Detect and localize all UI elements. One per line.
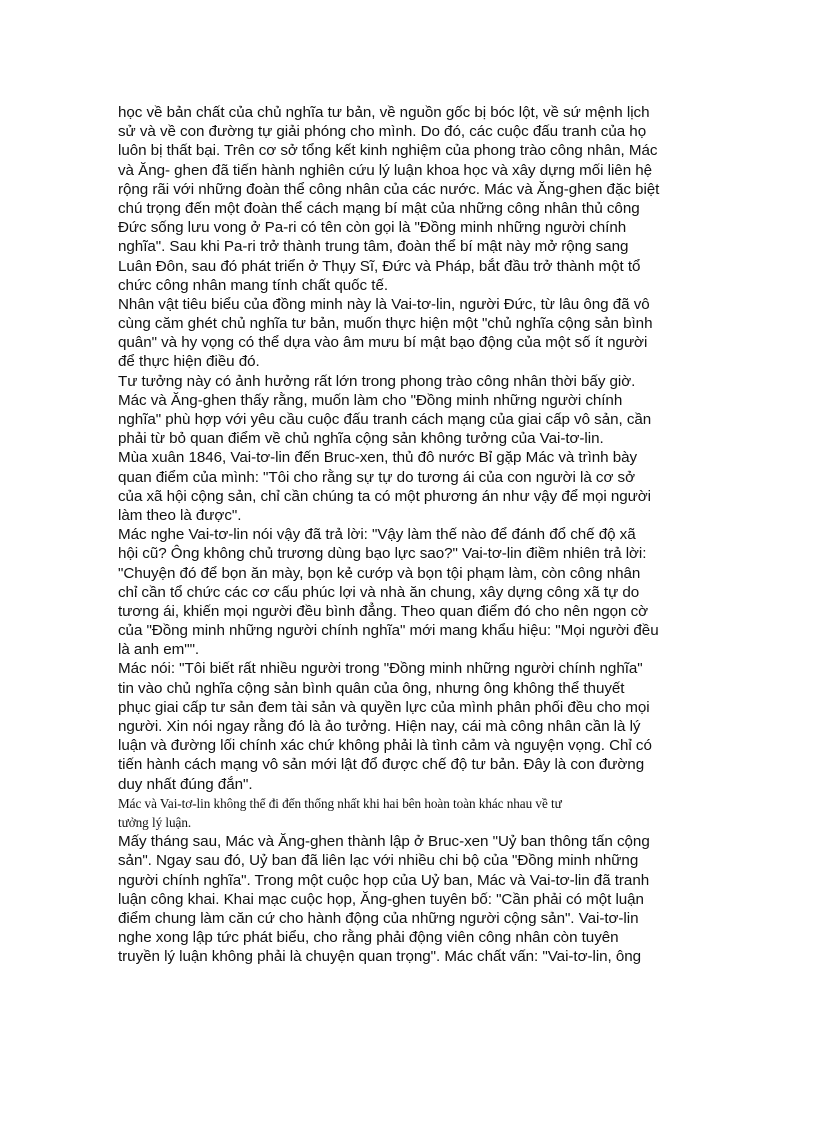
text-line: người chính nghĩa". Trong một cuộc họp của Uỷ ban, Mác và Vai-tơ-lin đã tranh: [118, 871, 650, 889]
body-text: [118, 103, 704, 966]
text-line: duy nhất đúng đắn".: [118, 775, 253, 793]
text-line: Mác nghe Vai-tơ-lin nói vậy đã trả lời: "Vậy làm thế nào để đánh đổ chế độ xã: [118, 526, 636, 544]
text-line: sản". Ngay sau đó, Uỷ ban đã liên lạc với nhiều chi bộ của "Đồng minh những: [118, 852, 639, 870]
text-line-serif: tưởng lý luận.: [118, 814, 192, 830]
text-line: quan điểm của mình: "Tôi cho rằng sự tự do tương ái của con người là cơ sở: [118, 468, 635, 486]
text-line: chú trọng đến một đoàn thể cách mạng bí mật của những công nhân thủ công: [118, 199, 640, 217]
text-line: người. Xin nói ngay rằng đó là ảo tưởng. Hiện nay, cái mà công nhân cần là lý: [118, 718, 641, 735]
text-line: Mùa xuân 1846, Vai-tơ-lin đến Bruc-xen, thủ đô nước Bỉ gặp Mác và trình bày: [118, 449, 638, 467]
text-line: sử và về con đường tự giải phóng cho mình. Do đó, các cuộc đấu tranh của họ: [118, 123, 647, 141]
text-line: tiến hành cách mạng vô sản mới lật đổ được chế độ tư bản. Đây là con đường: [118, 756, 645, 774]
text-line: Nhân vật tiêu biểu của đồng minh này là Vai-tơ-lin, người Đức, từ lâu ông đã vô: [118, 295, 650, 313]
text-line: Luân Đôn, sau đó phát triển ở Thụy Sĩ, Đức và Pháp, bắt đầu trở thành một tổ: [118, 257, 641, 275]
text-line: Mấy tháng sau, Mác và Ăng-ghen thành lập ở Bruc-xen "Uỷ ban thông tấn cộng: [118, 833, 650, 851]
text-line: cùng căm ghét chủ nghĩa tư bản, muốn thực hiện một "chủ nghĩa cộng sản bình: [118, 315, 653, 333]
text-line: chức công nhân mang tính chất quốc tế.: [118, 276, 389, 294]
text-line: để thực hiện điều đó.: [118, 353, 260, 371]
text-line: luận và đường lối chính xác chứ không phải là tình cảm và nguyện vọng. Chỉ có: [118, 737, 652, 755]
text-line-serif: Mác và Vai-tơ-lin không thể đi đến thống nhất khi hai bên hoàn toàn khác nhau về tư: [118, 795, 562, 811]
text-line: quân" và hy vọng có thể dựa vào âm mưu bí mật bạo động của một số ít người: [118, 334, 648, 352]
text-line: tin vào chủ nghĩa cộng sản bình quân của ông, nhưng ông không thể thuyết: [118, 679, 625, 697]
text-line: học về bản chất của chủ nghĩa tư bản, về nguồn gốc bị bóc lột, về sứ mệnh lịch: [118, 104, 650, 121]
text-line: làm theo là được".: [118, 506, 242, 524]
text-line: nghe xong lập tức phát biểu, cho rằng phải động viên công nhân còn tuyên: [118, 929, 619, 947]
text-line: luận công khai. Khai mạc cuộc họp, Ăng-ghen tuyên bố: "Cần phải có một luận: [118, 890, 644, 908]
text-line: nghĩa" phù hợp với yêu cầu cuộc đấu tranh cách mạng của giai cấp vô sản, cần: [118, 411, 652, 428]
text-line: của xã hội cộng sản, chỉ cần chúng ta có một phương án như vậy để mọi người: [118, 487, 651, 505]
text-line: rộng rãi với những đoàn thể công nhân của các nước. Mác và Ăng-ghen đặc biệt: [118, 180, 660, 198]
text-line: hội cũ? Ông không chủ trương dùng bạo lực sao?" Vai-tơ-lin điềm nhiên trả lời:: [118, 545, 647, 563]
text-line: truyền lý luận không phải là chuyện quan trọng". Mác chất vấn: "Vai-tơ-lin, ông: [118, 948, 642, 966]
text-line: điểm chung làm căn cứ cho hành động của những người cộng sản". Vai-tơ-lin: [118, 909, 639, 927]
text-line: Tư tưởng này có ảnh hưởng rất lớn trong phong trào công nhân thời bấy giờ.: [118, 372, 636, 390]
text-line: "Chuyện đó để bọn ăn mày, bọn kẻ cướp và bọn tội phạm làm, còn công nhân: [118, 564, 641, 582]
text-line: chỉ cần tổ chức các cơ cấu phúc lợi và nhà ăn chung, xây dựng công xã tự do: [118, 583, 640, 601]
text-line: của "Đồng minh những người chính nghĩa" mới mang khẩu hiệu: "Mọi người đều: [118, 622, 659, 640]
text-line: Đức sống lưu vong ở Pa-ri có tên còn gọi là "Đồng minh những người chính: [118, 219, 627, 237]
text-line: là anh em"".: [118, 641, 200, 659]
text-line: Mác nói: "Tôi biết rất nhiều người trong "Đồng minh những người chính nghĩa": [118, 660, 643, 678]
text-line: Mác và Ăng-ghen thấy rằng, muốn làm cho "Đồng minh những người chính: [118, 391, 623, 409]
text-line: tương ái, khiến mọi người đều bình đẳng. Theo quan điểm đó cho nên ngọn cờ: [118, 602, 649, 620]
text-line: phục giai cấp tư sản đem tài sản và quyền lực của mình phân phối đều cho mọi: [118, 698, 650, 716]
text-line: phải từ bỏ quan điểm về chủ nghĩa cộng sản không tưởng của Vai-tơ-lin.: [118, 430, 604, 448]
text-line: luôn bị thất bại. Trên cơ sở tổng kết kinh nghiệm của phong trào công nhân, Mác: [118, 142, 658, 160]
text-line: nghĩa". Sau khi Pa-ri trở thành trung tâm, đoàn thể bí mật này mở rộng sang: [118, 238, 629, 256]
text-line: và Ăng- ghen đã tiến hành nghiên cứu lý luận khoa học và xây dựng mối liên hệ: [118, 161, 653, 179]
